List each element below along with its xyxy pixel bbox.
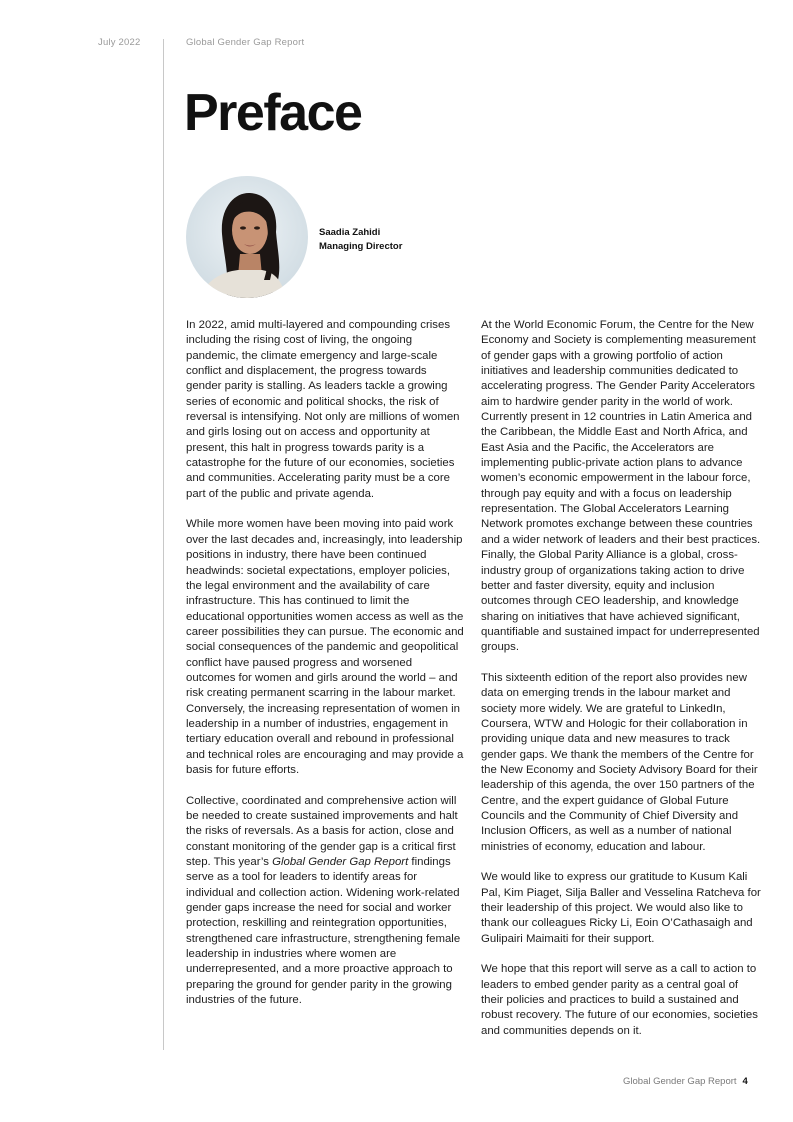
report-title-italic: Global Gender Gap Report	[272, 856, 409, 869]
author-role: Managing Director	[319, 241, 403, 252]
page-number: 4	[742, 1076, 748, 1087]
paragraph: At the World Economic Forum, the Centre for the New Economy and Society is complementing measurement of gender gaps with a growing portfolio of action initiatives and leadership communities dedicated to accelerating progress. The Gender Parity Accelerators aim to hardwire gender parity in the world of work. Currently present in 12 countries in Latin America and the Caribbean, the Middle East and North Africa, and East Asia and the Pacific, the Accelerators are implementing public-private action plans to advance women’s economic empowerment in the labour force, through pay equity and with a focus on leadership representation. The Global Accelerators Learning Network promotes exchange between these countries and a wider network of leaders and their best practices. Finally, the Global Parity Alliance is a global, cross-industry group of organizations taking action to drive better and faster diversity, equity and inclusion outcomes through CEO leadership, and knowledge sharing on initiatives that have achieved significant, quantifiable and sustained impact for underrepresented groups.	[481, 319, 761, 654]
paragraph	[186, 794, 464, 1009]
paragraph: We hope that this report will serve as a call to action to leaders to embed gender parity as a central goal of their policies and practices to build a sustained and robust recovery. The future of our economies, societies and communities depends on it.	[481, 963, 758, 1037]
author-name: Saadia Zahidi	[319, 227, 381, 238]
paragraph-text: findings serve as a tool for leaders to identify areas for individual and collection action. Widening work-related gender gaps increase the need for social and worker protection, reskilling and reintegration opportunities, strengthened care infrastructure, strengthening female leadership in industries where women are underrepresented, and a more proactive approach to preparing the ground for gender parity in the growing industries of the future.	[186, 856, 461, 1007]
left-text-column	[186, 318, 464, 1008]
paragraph: While more women have been moving into paid work over the last decades and, increasingly, into leadership positions in industry, there have been continued headwinds: societal expectations, employer policies, the legal environment and the availability of care infrastructure. This has continued to limit the educational opportunities women access as well as the career possibilities they can pursue. The economic and social consequences of the pandemic and geopolitical conflict have paused progress and worsened outcomes for women and girls around the world – and risk creating permanent scarring in the labour market. Conversely, the increasing representation of women in leadership in a number of industries, engagement in tertiary education overall and rebound in professional and technical roles are encouraging and may provide a basis for future efforts.	[186, 518, 464, 776]
right-text-column	[481, 318, 763, 1039]
paragraph: In 2022, amid multi-layered and compounding crises including the rising cost of living, the ongoing pandemic, the climate emergency and large-scale conflict and displacement, the progress towards gender parity is stalling. As leaders tackle a growing series of economic and political shocks, the risk of reversal is intensifying. Not only are millions of women and girls losing out on access and opportunity at present, this halt in progress towards parity is a catastrophe for the future of our economies, societies and communities. Accelerating parity must be a core part of the public and private agenda.	[186, 319, 460, 500]
header-date: July 2022	[98, 37, 141, 48]
author-block	[319, 226, 402, 254]
footer-report-title: Global Gender Gap Report	[623, 1076, 737, 1087]
header-report-title: Global Gender Gap Report	[186, 37, 305, 48]
vertical-divider	[163, 39, 164, 1050]
paragraph: We would like to express our gratitude to Kusum Kali Pal, Kim Piaget, Silja Baller and Vesselina Ratcheva for their leadership of this project. We would also like to thank our colleagues Ricky Li, Eoin O’Cathasaigh and Gulipairi Maimaiti for their support.	[481, 871, 761, 945]
page-title: Preface	[184, 84, 362, 142]
paragraph: This sixteenth edition of the report also provides new data on emerging trends in the labour market and society more widely. We are grateful to LinkedIn, Coursera, WTW and Hologic for their collaboration in providing unique data and new measures to track gender gaps. We thank the members of the Centre for the New Economy and Society Advisory Board for their leadership of this agenda, the over 150 partners of the Centre, and the expert guidance of Global Future Councils and the Community of Chief Diversity and Inclusion Officers, as well as a number of national ministries of economy, education and labour.	[481, 671, 758, 853]
paragraph-text: Collective, coordinated and comprehensive action will be needed to create sustained improvements and halt the risks of reversals. As a basis for action, close and constant monitoring of the gender gap is a critical first step. This year’s	[186, 794, 458, 869]
author-portrait	[186, 176, 308, 298]
page-footer	[623, 1076, 748, 1087]
